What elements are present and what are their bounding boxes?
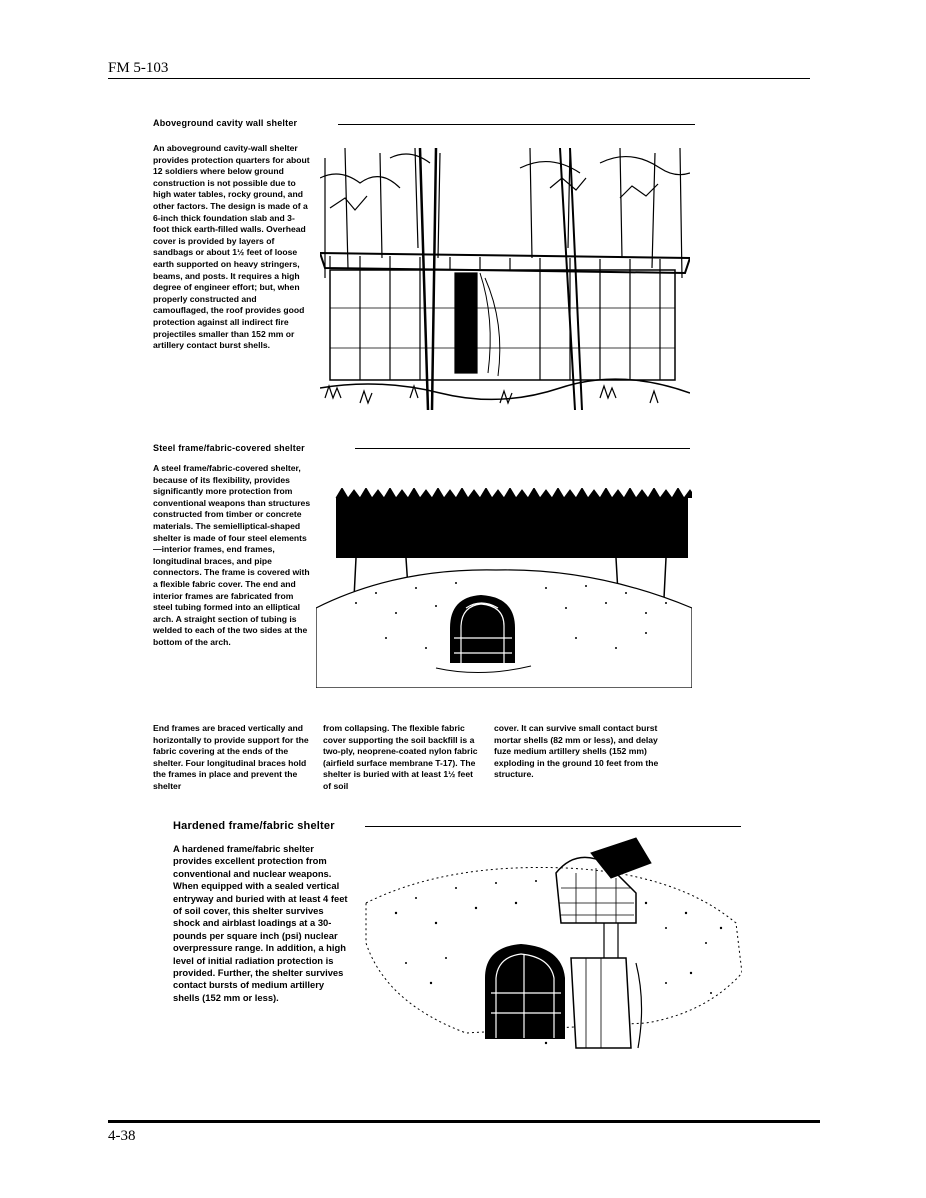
section2-col1: End frames are braced vertically and horizontally to provide support for the fabric covering at the ends of the shelter. Four longitudinal braces hold the frames in place and prevent the shelter (153, 723, 309, 791)
footer-rule (108, 1120, 820, 1123)
section2-col2: from collapsing. The flexible fabric cover supporting the soil backfill is a two-ply, neoprene-coated nylon fabric (airfield surface membrane T-17). The shelter is buried with at least 1½ feet of soil (323, 723, 478, 791)
section1-title: Aboveground cavity wall shelter (153, 118, 298, 128)
hardened-frame-shelter-illustration (346, 833, 742, 1073)
section2-col3: cover. It can survive small contact burst mortar shells (82 mm or less), and delay fuze medium artillery shells (152 mm) exploding in the ground 10 feet from the structure. (494, 723, 659, 780)
section1-body: An aboveground cavity-wall shelter provides protection quarters for about 12 soldiers where below ground construction is not possible due to high water tables, rocky ground, and other factors. The design is made of a 6-inch thick foundation slab and 3-foot thick earth-filled walls. Overhead cover is provided by layers of sandbags or about 1½ feet of loose earth supported on heavy stringers, beams, and posts. It requires a high degree of engineer effort; but, when properly constructed and camouflaged, the roof provides good protection against all indirect fire projectiles smaller than 152 mm or artillery contact burst shells. (153, 143, 310, 351)
page-number: 4-38 (108, 1128, 136, 1144)
section2-rule (355, 448, 690, 449)
section2-title: Steel frame/fabric-covered shelter (153, 443, 305, 453)
page-header (108, 58, 810, 79)
steel-frame-shelter-illustration (316, 488, 692, 688)
section3-body: A hardened frame/fabric shelter provides excellent protection from conventional and nuclear weapons. When equipped with a sealed vertical entryway and buried with at least 4 feet of soil cover, this shelter survives shock and airblast loadings at a 30-pounds per square inch (psi) nuclear overpressure range. In addition, a high level of initial radiation protection is provided. Further, the shelter survives contact bursts of medium artillery shells (152 mm or less). (173, 843, 348, 1003)
section2-body: A steel frame/fabric-covered shelter, because of its flexibility, provides significantly more protection from conventional weapons than structures constructed from timber or concrete materials. The semielliptical-shaped shelter is made of four steel elements—interior frames, end frames, longitudinal braces, and pipe connectors. The frame is covered with a flexible fabric cover. The end and interior frames are fabricated from steel tubing formed into an elliptical arch. A straight section of tubing is welded to each of the two sides at the bottom of the arch. (153, 463, 311, 647)
section3-title: Hardened frame/fabric shelter (173, 820, 335, 832)
doc-id: FM 5-103 (108, 60, 169, 76)
section3-rule (365, 826, 741, 827)
section1-rule (338, 124, 695, 125)
cavity-wall-shelter-illustration (320, 148, 690, 410)
